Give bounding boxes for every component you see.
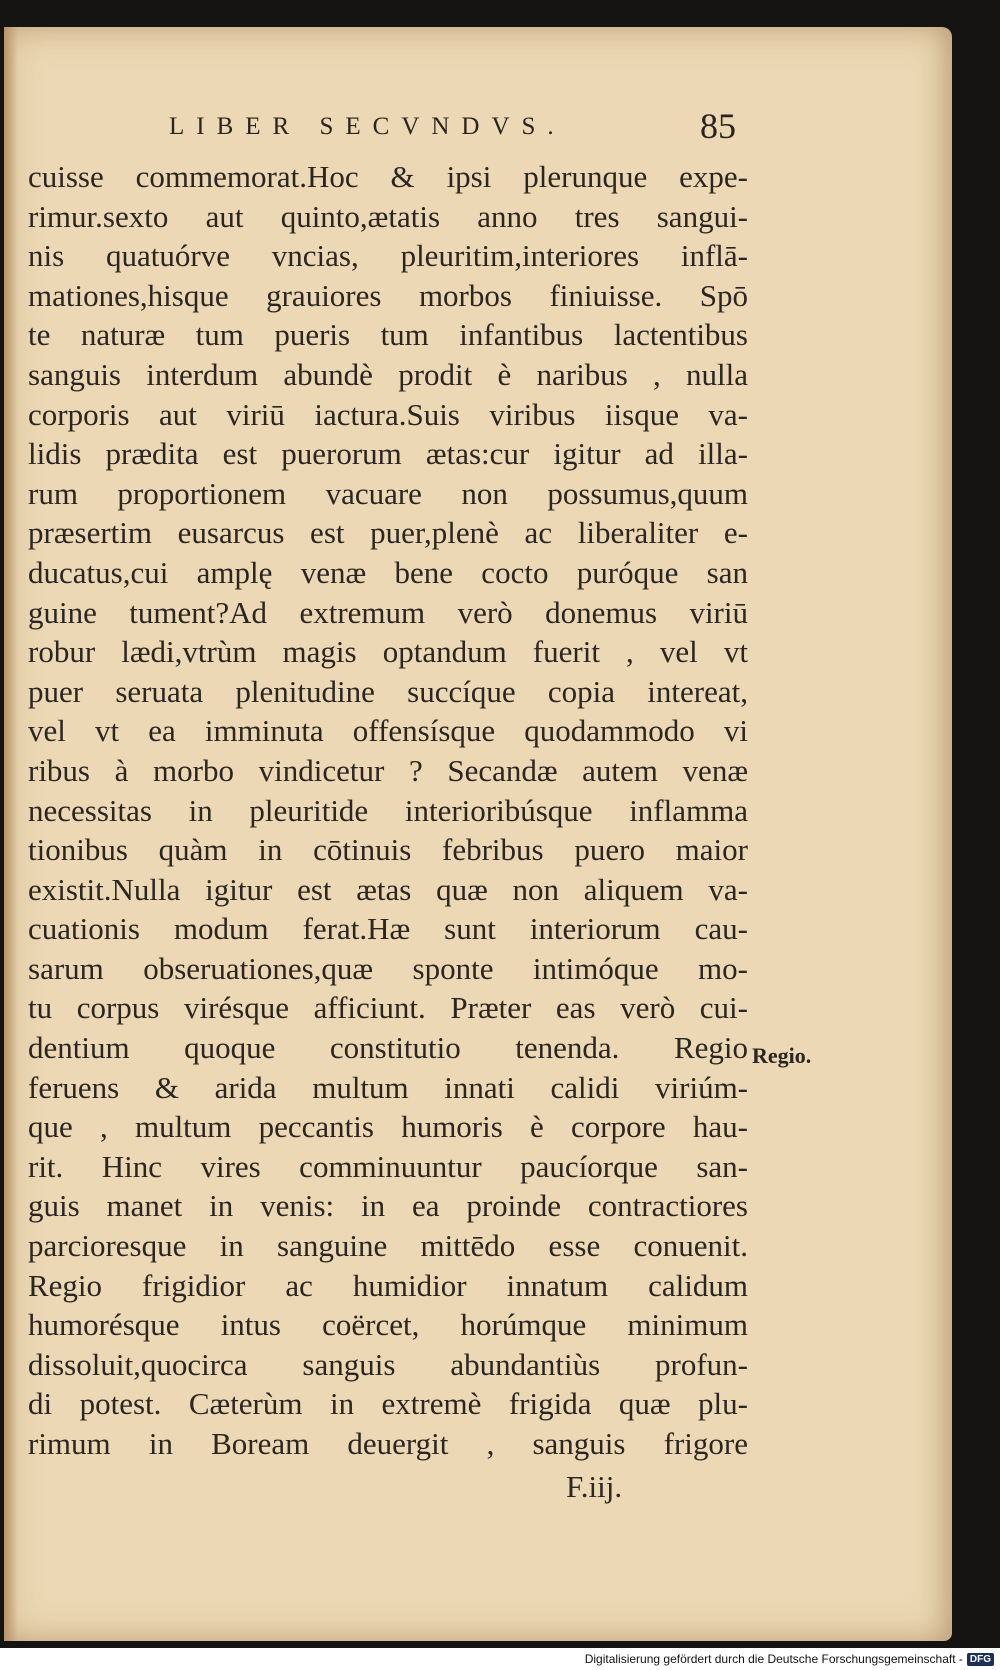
- text-line: rit. Hinc vires comminuuntur paucíorque san-: [28, 1148, 748, 1184]
- text-line: tionibus quàm in cōtinuis febribus puero maior: [28, 832, 748, 868]
- text-line: existit.Nulla igitur est ætas quæ non aliquem va-: [28, 871, 748, 907]
- text-line: dentium quoque constitutio tenenda. Regio: [28, 1030, 748, 1066]
- text-line: robur lædi,vtrùm magis optandum fuerit , vel vt: [28, 634, 748, 670]
- marginal-note: Regio.: [752, 1043, 812, 1068]
- text-line: feruens & arida multum innati calidi viriúm-: [28, 1069, 748, 1105]
- text-line: puer seruata plenitudine succíque copia intereat,: [28, 673, 748, 709]
- text-line: di potest. Cæterùm in extremè frigida quæ plu-: [28, 1386, 748, 1422]
- text-line: sarum obseruationes,quæ sponte intimóque mo-: [28, 950, 748, 986]
- text-line: dissoluit,quocirca sanguis abundantiùs profun-: [28, 1346, 748, 1382]
- text-line: corporis aut viriū iactura.Suis viribus iisque va-: [28, 396, 748, 432]
- text-line: lidis prædita est puerorum ætas:cur igitur ad illa-: [28, 436, 748, 472]
- funding-credit: [585, 1652, 994, 1666]
- body-text: [28, 157, 748, 1464]
- text-line: rimur.sexto aut quinto,ætatis anno tres sangui-: [28, 198, 748, 234]
- signature-mark: F.iij.: [566, 1469, 623, 1504]
- text-line: præsertim eusarcus est puer,plenè ac liberaliter e-: [28, 515, 748, 551]
- text-line: que , multum peccantis humoris è corpore hau-: [28, 1109, 748, 1145]
- page-number: 85: [700, 106, 736, 146]
- dfg-logo: DFG: [967, 1653, 994, 1666]
- running-head: LIBER SECVNDVS.: [169, 113, 566, 140]
- text-line: nis quatuórve vncias, pleuritim,interiores inflā-: [28, 238, 748, 274]
- text-line: cuationis modum ferat.Hæ sunt interiorum cau-: [28, 911, 748, 947]
- text-line: necessitas in pleuritide interioribúsque inflamma: [28, 792, 748, 828]
- text-line: parcioresque in sanguine mittēdo esse conuenit.: [28, 1228, 748, 1264]
- text-line: ducatus,cui amplę venæ bene cocto puróque san: [28, 554, 748, 590]
- text-line: cuisse commemorat.Hoc & ipsi plerunque expe-: [28, 159, 748, 194]
- text-line: guis manet in venis: in ea proinde contractiores: [28, 1188, 748, 1224]
- text-line: humorésque intus coërcet, horúmque minimum: [28, 1307, 748, 1343]
- text-line: tu corpus virésque afficiunt. Præter eas verò cui-: [28, 990, 748, 1026]
- text-line: mationes,hisque grauiores morbos finiuisse. Spō: [28, 277, 748, 313]
- text-line: guine tument?Ad extremum verò donemus viriū: [28, 594, 748, 630]
- text-line: rum proportionem vacuare non possumus,quum: [28, 475, 748, 511]
- credit-text: Digitalisierung gefördert durch die Deutsche Forschungsgemeinschaft -: [584, 1652, 963, 1666]
- text-line: vel vt ea imminuta offensísque quodammodo vi: [28, 713, 748, 749]
- text-line: rimum in Boream deuergit , sanguis frigore: [28, 1426, 748, 1461]
- text-line: te naturæ tum pueris tum infantibus lactentibus: [28, 317, 748, 353]
- text-line: ribus à morbo vindicetur ? Secandæ autem venæ: [28, 752, 748, 788]
- text-line: sanguis interdum abundè prodit è naribus , nulla: [28, 356, 748, 392]
- text-line: Regio frigidior ac humidior innatum calidum: [28, 1267, 748, 1303]
- book-page: [4, 27, 952, 1641]
